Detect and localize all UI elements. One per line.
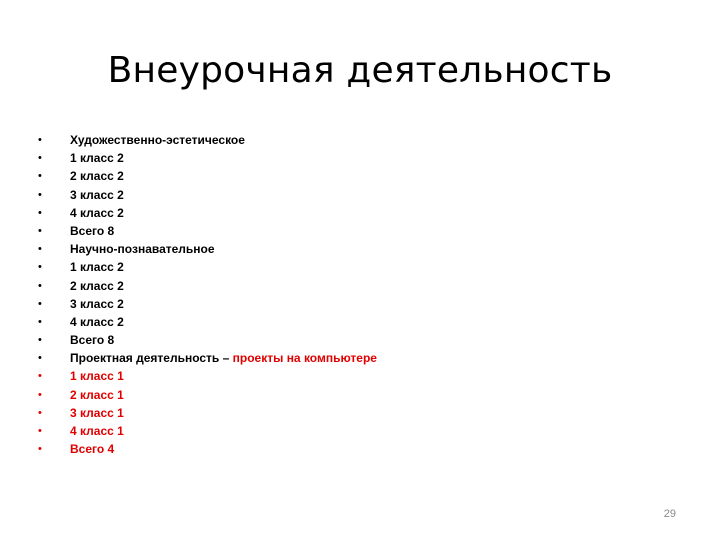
list-item-label: 1 класс 1 bbox=[70, 369, 124, 384]
list-item-label: 2 класс 2 bbox=[70, 169, 124, 184]
list-item-text bbox=[70, 313, 124, 331]
list-item-text bbox=[70, 186, 124, 204]
bullet-icon: • bbox=[38, 188, 42, 201]
list-item-label: 4 класс 1 bbox=[70, 424, 124, 438]
list-item-text bbox=[70, 367, 124, 385]
bullet-icon: • bbox=[38, 261, 42, 274]
bullet-icon: • bbox=[38, 370, 42, 383]
bullet-icon: • bbox=[38, 388, 42, 401]
list-item-text bbox=[70, 277, 124, 295]
list-item-text bbox=[70, 167, 124, 185]
list-item-label: Всего 8 bbox=[70, 223, 115, 238]
list-item-label: Всего 8 bbox=[70, 333, 115, 348]
list-item-text bbox=[70, 258, 124, 276]
page-number: 29 bbox=[663, 508, 676, 520]
slide-title: Внеурочная деятельность bbox=[107, 50, 613, 91]
list-item-text bbox=[70, 131, 245, 149]
bullet-icon: • bbox=[38, 206, 42, 219]
list-item-text bbox=[70, 386, 124, 404]
list-item-label: Научно-познавательное bbox=[70, 242, 215, 257]
list-item-label: 3 класс 2 bbox=[70, 296, 124, 311]
list-item-label: 4 класс 2 bbox=[70, 205, 124, 220]
list-item-text bbox=[70, 295, 124, 313]
list-item-label: 3 класс 2 bbox=[70, 187, 124, 202]
bullet-icon: • bbox=[38, 443, 42, 456]
bullet-icon: • bbox=[38, 170, 42, 183]
list-item-label: 3 класс 1 bbox=[70, 405, 124, 420]
list-item-label: 1 класс 2 bbox=[70, 260, 124, 275]
bullet-icon: • bbox=[38, 224, 42, 237]
bullet-icon: • bbox=[38, 134, 42, 146]
bullet-icon: • bbox=[38, 279, 42, 292]
list-item-text bbox=[70, 422, 124, 440]
bullet-icon: • bbox=[38, 243, 42, 256]
bullet-icon: • bbox=[38, 406, 42, 419]
list-item-text bbox=[70, 240, 215, 258]
list-item-label: 2 класс 1 bbox=[70, 387, 124, 402]
list-item-label: Художественно-эстетическое bbox=[70, 133, 245, 147]
list-item-label: Проектная деятельность – bbox=[70, 351, 233, 366]
bullet-icon: • bbox=[38, 425, 42, 437]
bullet-icon: • bbox=[38, 152, 42, 165]
list-item-text bbox=[70, 222, 114, 240]
list-item-label: 1 класс 2 bbox=[70, 151, 124, 166]
list-item-text bbox=[70, 149, 124, 167]
list-item-label: Всего 4 bbox=[70, 442, 115, 457]
list-item-text bbox=[70, 440, 114, 458]
list-item-text bbox=[70, 404, 124, 422]
bullet-icon: • bbox=[38, 315, 42, 328]
list-item-label: 4 класс 2 bbox=[70, 314, 124, 329]
list-item-text bbox=[70, 349, 377, 367]
list-item-label: 2 класс 2 bbox=[70, 278, 124, 293]
bullet-icon: • bbox=[38, 297, 42, 310]
list-item-highlight: проекты на компьютере bbox=[232, 351, 377, 366]
bullet-icon: • bbox=[38, 334, 42, 347]
bullet-icon: • bbox=[38, 352, 42, 365]
list-item-text bbox=[70, 204, 124, 222]
list-item-text bbox=[70, 331, 114, 349]
